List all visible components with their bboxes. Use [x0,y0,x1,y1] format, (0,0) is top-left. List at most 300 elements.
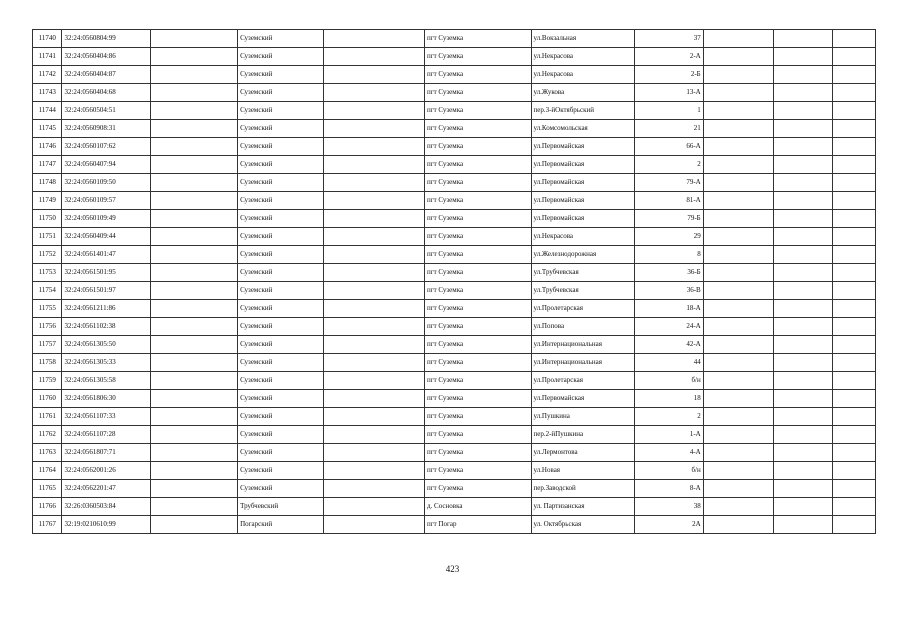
cell-empty-col-5 [324,102,425,120]
cell-settlement: пгт Погар [425,516,532,534]
cell-settlement: пгт Суземка [425,138,532,156]
cell-row-number: 11750 [33,210,62,228]
cell-empty-col-5 [324,516,425,534]
cell-house-number: 36-Б [634,264,703,282]
cell-empty-col-5 [324,138,425,156]
cell-house-number: 18-А [634,300,703,318]
cell-empty-col-9 [703,462,773,480]
cell-empty-col-9 [703,246,773,264]
cell-street: ул.Интернациональная [531,336,634,354]
cell-district: Суземский [238,174,324,192]
cell-settlement: пгт Суземка [425,30,532,48]
cell-settlement: пгт Суземка [425,390,532,408]
cell-empty-col-10 [773,102,832,120]
cell-empty-col-10 [773,120,832,138]
cell-empty-col-3 [150,84,237,102]
cell-empty-col-9 [703,156,773,174]
cell-row-number: 11746 [33,138,62,156]
cell-cadastral-number: 32:24:0562201:47 [62,480,150,498]
cell-empty-col-11 [832,390,875,408]
cell-empty-col-5 [324,192,425,210]
table-row [33,228,876,246]
cell-empty-col-11 [832,354,875,372]
cell-street: ул. Октябрьская [531,516,634,534]
cell-empty-col-11 [832,444,875,462]
cell-district: Суземский [238,462,324,480]
cell-empty-col-5 [324,48,425,66]
cell-empty-col-11 [832,102,875,120]
table-row [33,138,876,156]
cell-settlement: пгт Суземка [425,120,532,138]
cell-empty-col-10 [773,318,832,336]
cell-cadastral-number: 32:24:0561305:50 [62,336,150,354]
cell-empty-col-9 [703,336,773,354]
cell-district: Суземский [238,30,324,48]
cell-cadastral-number: 32:24:0560409:44 [62,228,150,246]
cell-street: ул.Пушкина [531,408,634,426]
cell-row-number: 11760 [33,390,62,408]
cell-house-number: 8 [634,246,703,264]
cell-street: ул.Вокзальная [531,30,634,48]
cell-street: ул.Первомайская [531,138,634,156]
cell-house-number: 38 [634,498,703,516]
cell-house-number: 2 [634,156,703,174]
cell-house-number: 2 [634,408,703,426]
cell-empty-col-11 [832,174,875,192]
cell-house-number: 21 [634,120,703,138]
cell-empty-col-9 [703,264,773,282]
cell-district: Суземский [238,336,324,354]
table-row [33,210,876,228]
cell-street: ул.Первомайская [531,192,634,210]
cell-empty-col-5 [324,282,425,300]
cell-cadastral-number: 32:24:0560109:50 [62,174,150,192]
cell-empty-col-5 [324,354,425,372]
cell-empty-col-11 [832,408,875,426]
cell-empty-col-9 [703,444,773,462]
cell-settlement: пгт Суземка [425,480,532,498]
cell-cadastral-number: 32:24:0560504:51 [62,102,150,120]
table-row [33,300,876,318]
cell-house-number: 81-А [634,192,703,210]
cell-empty-col-5 [324,300,425,318]
cell-empty-col-5 [324,462,425,480]
cell-row-number: 11766 [33,498,62,516]
cell-house-number: 2-Б [634,66,703,84]
cell-empty-col-11 [832,210,875,228]
cell-empty-col-11 [832,156,875,174]
cell-empty-col-9 [703,48,773,66]
table-row [33,102,876,120]
cell-empty-col-3 [150,480,237,498]
cell-settlement: д. Сосновка [425,498,532,516]
cell-empty-col-10 [773,48,832,66]
cell-empty-col-3 [150,192,237,210]
cell-empty-col-9 [703,498,773,516]
cell-empty-col-5 [324,174,425,192]
cell-cadastral-number: 32:24:0561107:33 [62,408,150,426]
cell-empty-col-10 [773,282,832,300]
cell-empty-col-10 [773,156,832,174]
cell-settlement: пгт Суземка [425,174,532,192]
cell-empty-col-11 [832,30,875,48]
cell-street: пер.2-йПушкина [531,426,634,444]
table-body [33,30,876,534]
cell-district: Погарский [238,516,324,534]
cell-row-number: 11749 [33,192,62,210]
cell-district: Суземский [238,318,324,336]
cell-empty-col-5 [324,30,425,48]
cell-house-number: 1-А [634,426,703,444]
cell-empty-col-5 [324,66,425,84]
cell-district: Суземский [238,300,324,318]
cell-empty-col-9 [703,516,773,534]
cell-house-number: 2А [634,516,703,534]
cell-empty-col-9 [703,300,773,318]
cell-settlement: пгт Суземка [425,66,532,84]
cell-district: Суземский [238,282,324,300]
cell-settlement: пгт Суземка [425,84,532,102]
cell-empty-col-5 [324,408,425,426]
cell-empty-col-11 [832,84,875,102]
cell-empty-col-3 [150,426,237,444]
cell-street: ул.Железнодорожная [531,246,634,264]
cell-district: Трубчевский [238,498,324,516]
cell-row-number: 11762 [33,426,62,444]
table-row [33,516,876,534]
cell-cadastral-number: 32:24:0560107:62 [62,138,150,156]
cell-district: Суземский [238,102,324,120]
cell-row-number: 11748 [33,174,62,192]
cell-row-number: 11756 [33,318,62,336]
cell-empty-col-11 [832,138,875,156]
cell-cadastral-number: 32:24:0561501:97 [62,282,150,300]
cell-empty-col-11 [832,462,875,480]
cell-cadastral-number: 32:26:0360503:84 [62,498,150,516]
cell-cadastral-number: 32:24:0560908:31 [62,120,150,138]
cell-house-number: б/н [634,372,703,390]
cell-street: ул.Первомайская [531,156,634,174]
cell-row-number: 11754 [33,282,62,300]
cell-district: Суземский [238,426,324,444]
cell-street: ул.Попова [531,318,634,336]
cell-empty-col-9 [703,84,773,102]
cell-cadastral-number: 32:24:0561305:33 [62,354,150,372]
cell-street: ул.Интернациональная [531,354,634,372]
table-row [33,426,876,444]
cell-empty-col-10 [773,138,832,156]
cell-empty-col-3 [150,336,237,354]
cell-district: Суземский [238,390,324,408]
cell-street: ул.Первомайская [531,174,634,192]
cell-district: Суземский [238,48,324,66]
cell-empty-col-5 [324,426,425,444]
cell-row-number: 11755 [33,300,62,318]
cell-empty-col-9 [703,354,773,372]
cell-row-number: 11743 [33,84,62,102]
cell-row-number: 11752 [33,246,62,264]
cell-empty-col-10 [773,246,832,264]
cell-settlement: пгт Суземка [425,354,532,372]
cell-settlement: пгт Суземка [425,426,532,444]
cell-empty-col-5 [324,372,425,390]
cell-house-number: 44 [634,354,703,372]
cell-empty-col-3 [150,498,237,516]
cell-district: Суземский [238,264,324,282]
cell-row-number: 11742 [33,66,62,84]
cell-empty-col-10 [773,480,832,498]
cell-empty-col-3 [150,318,237,336]
cell-empty-col-3 [150,66,237,84]
cell-cadastral-number: 32:24:0562001:26 [62,462,150,480]
cell-empty-col-3 [150,264,237,282]
cell-row-number: 11758 [33,354,62,372]
cell-empty-col-9 [703,282,773,300]
cell-cadastral-number: 32:24:0561807:71 [62,444,150,462]
cell-empty-col-11 [832,246,875,264]
cell-cadastral-number: 32:24:0560404:87 [62,66,150,84]
cell-empty-col-9 [703,228,773,246]
cell-house-number: 79-Б [634,210,703,228]
cell-empty-col-11 [832,66,875,84]
cell-settlement: пгт Суземка [425,336,532,354]
cell-house-number: 66-А [634,138,703,156]
cell-settlement: пгт Суземка [425,462,532,480]
cell-row-number: 11757 [33,336,62,354]
cell-empty-col-3 [150,444,237,462]
cell-empty-col-9 [703,372,773,390]
cell-house-number: 13-А [634,84,703,102]
cell-empty-col-11 [832,300,875,318]
cell-empty-col-3 [150,210,237,228]
cell-empty-col-3 [150,156,237,174]
cell-cadastral-number: 32:24:0561211:86 [62,300,150,318]
cell-house-number: 24-А [634,318,703,336]
cell-row-number: 11740 [33,30,62,48]
cell-district: Суземский [238,84,324,102]
cell-street: ул.Некрасова [531,66,634,84]
cell-district: Суземский [238,480,324,498]
cell-house-number: 79-А [634,174,703,192]
cell-empty-col-9 [703,192,773,210]
cell-row-number: 11745 [33,120,62,138]
cell-empty-col-10 [773,390,832,408]
cell-empty-col-10 [773,354,832,372]
cell-street: ул.Жукова [531,84,634,102]
cell-cadastral-number: 32:24:0561102:38 [62,318,150,336]
cell-empty-col-11 [832,318,875,336]
cell-street: ул.Некрасова [531,48,634,66]
cell-empty-col-11 [832,282,875,300]
cell-empty-col-10 [773,210,832,228]
cell-empty-col-3 [150,48,237,66]
cell-district: Суземский [238,408,324,426]
cell-street: ул.Пролетарская [531,300,634,318]
cell-house-number: 36-В [634,282,703,300]
cell-district: Суземский [238,354,324,372]
cell-row-number: 11741 [33,48,62,66]
cell-empty-col-5 [324,318,425,336]
table-row [33,120,876,138]
cell-house-number: 8-А [634,480,703,498]
cell-district: Суземский [238,120,324,138]
cell-district: Суземский [238,192,324,210]
cell-empty-col-5 [324,156,425,174]
table-row [33,84,876,102]
cell-district: Суземский [238,156,324,174]
cell-settlement: пгт Суземка [425,372,532,390]
cell-street: ул. Партизанская [531,498,634,516]
cell-empty-col-3 [150,138,237,156]
cell-empty-col-10 [773,372,832,390]
cell-cadastral-number: 32:24:0561107:28 [62,426,150,444]
cell-empty-col-3 [150,282,237,300]
cell-street: пер.Заводской [531,480,634,498]
table-row [33,48,876,66]
table-row [33,318,876,336]
cell-empty-col-5 [324,246,425,264]
cell-empty-col-10 [773,300,832,318]
cell-empty-col-9 [703,390,773,408]
cell-empty-col-9 [703,480,773,498]
cell-empty-col-10 [773,66,832,84]
cell-street: ул.Пролетарская [531,372,634,390]
cell-empty-col-9 [703,102,773,120]
cell-empty-col-5 [324,444,425,462]
cell-settlement: пгт Суземка [425,192,532,210]
table-row [33,462,876,480]
cell-house-number: б/н [634,462,703,480]
cell-empty-col-11 [832,228,875,246]
cell-empty-col-11 [832,498,875,516]
cell-house-number: 1 [634,102,703,120]
cell-empty-col-10 [773,336,832,354]
cell-settlement: пгт Суземка [425,228,532,246]
cell-empty-col-3 [150,174,237,192]
cell-cadastral-number: 32:24:0561305:58 [62,372,150,390]
table-row [33,246,876,264]
cell-empty-col-11 [832,264,875,282]
cell-empty-col-5 [324,210,425,228]
table-row [33,156,876,174]
cell-district: Суземский [238,210,324,228]
table-row [33,336,876,354]
cell-house-number: 29 [634,228,703,246]
table-row [33,30,876,48]
cell-empty-col-9 [703,426,773,444]
cell-street: ул.Лермонтова [531,444,634,462]
table-row [33,174,876,192]
cell-empty-col-10 [773,498,832,516]
cell-empty-col-3 [150,516,237,534]
cell-empty-col-10 [773,462,832,480]
table-row [33,264,876,282]
cell-empty-col-3 [150,408,237,426]
cell-empty-col-11 [832,516,875,534]
cell-settlement: пгт Суземка [425,444,532,462]
table-row [33,282,876,300]
cell-cadastral-number: 32:24:0561501:95 [62,264,150,282]
cell-empty-col-11 [832,192,875,210]
cell-cadastral-number: 32:24:0560407:94 [62,156,150,174]
cell-empty-col-3 [150,120,237,138]
cell-cadastral-number: 32:24:0561806:30 [62,390,150,408]
cell-settlement: пгт Суземка [425,48,532,66]
cell-empty-col-10 [773,228,832,246]
cell-empty-col-10 [773,408,832,426]
cell-district: Суземский [238,66,324,84]
table-row [33,354,876,372]
cell-empty-col-9 [703,120,773,138]
cell-house-number: 37 [634,30,703,48]
cell-empty-col-10 [773,264,832,282]
cell-empty-col-3 [150,102,237,120]
cell-empty-col-11 [832,426,875,444]
cell-house-number: 42-А [634,336,703,354]
cell-cadastral-number: 32:24:0560804:99 [62,30,150,48]
cell-empty-col-5 [324,480,425,498]
table-row [33,480,876,498]
cell-settlement: пгт Суземка [425,246,532,264]
cell-row-number: 11751 [33,228,62,246]
cell-empty-col-3 [150,354,237,372]
cell-row-number: 11767 [33,516,62,534]
cell-cadastral-number: 32:24:0561401:47 [62,246,150,264]
cell-empty-col-11 [832,480,875,498]
cell-street: ул.Трубчевская [531,264,634,282]
cell-district: Суземский [238,138,324,156]
table-row [33,390,876,408]
cell-street: ул.Некрасова [531,228,634,246]
cell-cadastral-number: 32:24:0560404:86 [62,48,150,66]
cell-empty-col-9 [703,66,773,84]
cell-street: ул.Новая [531,462,634,480]
cell-empty-col-3 [150,246,237,264]
cell-empty-col-9 [703,318,773,336]
cell-house-number: 2-А [634,48,703,66]
cell-district: Суземский [238,228,324,246]
cell-empty-col-5 [324,264,425,282]
cell-empty-col-10 [773,84,832,102]
cell-empty-col-5 [324,390,425,408]
cell-empty-col-10 [773,174,832,192]
cell-empty-col-11 [832,372,875,390]
cell-settlement: пгт Суземка [425,318,532,336]
cell-empty-col-5 [324,228,425,246]
cell-empty-col-10 [773,444,832,462]
table-row [33,66,876,84]
cell-cadastral-number: 32:24:0560404:68 [62,84,150,102]
table-row [33,498,876,516]
cell-empty-col-5 [324,120,425,138]
cell-empty-col-5 [324,498,425,516]
cell-settlement: пгт Суземка [425,102,532,120]
page-number: 423 [445,564,460,574]
cell-district: Суземский [238,246,324,264]
cell-row-number: 11747 [33,156,62,174]
cell-district: Суземский [238,372,324,390]
cell-empty-col-5 [324,84,425,102]
cell-empty-col-10 [773,426,832,444]
cell-row-number: 11761 [33,408,62,426]
cell-empty-col-11 [832,120,875,138]
cell-empty-col-3 [150,462,237,480]
cell-row-number: 11759 [33,372,62,390]
cell-house-number: 18 [634,390,703,408]
cell-empty-col-9 [703,30,773,48]
table-row [33,192,876,210]
cell-empty-col-10 [773,192,832,210]
